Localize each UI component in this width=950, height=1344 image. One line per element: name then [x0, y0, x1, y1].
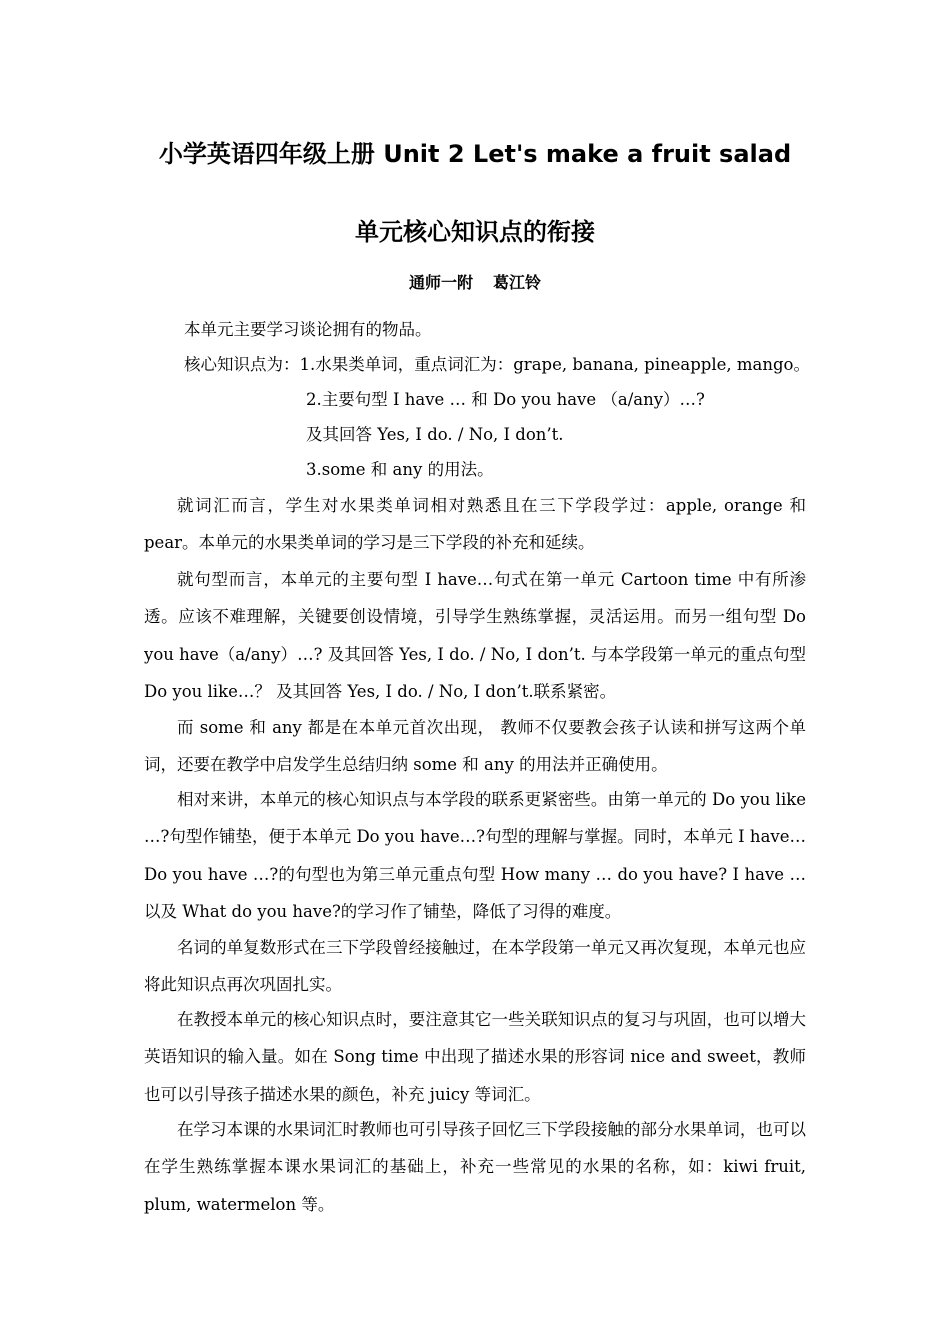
body-paragraph: 而 some 和 any 都是在本单元首次出现， 教师不仅要教会孩子认读和拼写这两个单词，还要在教学中启发学生总结归纳 some 和 any 的用法并正确使用。 [144, 718, 806, 775]
intro-line: 本单元主要学习谈论拥有的物品。 [184, 320, 432, 339]
core-point-line: 3.some 和 any 的用法。 [306, 460, 494, 479]
author-name: 葛江铃 [493, 273, 542, 292]
author-school: 通师一附 [408, 273, 473, 292]
body-paragraph: 名词的单复数形式在三下学段曾经接触过，在本学段第一单元又再次复现，本单元也应将此知识点再次巩固扎实。 [144, 938, 806, 995]
body-paragraph: 就句型而言，本单元的主要句型 I have…句式在第一单元 Cartoon time 中有所渗透。应该不难理解，关键要创设情境，引导学生熟练掌握，灵活运用。而另一组句型 Do you have（a/any）…? 及其回答 Yes, I do. / No, I don’t. 与本学段第一单元的重点句型 Do you like…？ 及其回答 Yes, I do. / No, I don’t.联系紧密。 [144, 570, 806, 701]
core-point-line: 及其回答 Yes, I do. / No, I don’t. [306, 425, 564, 444]
body-paragraph: 在学习本课的水果词汇时教师也可引导孩子回忆三下学段接触的部分水果单词，也可以在学生熟练掌握本课水果词汇的基础上，补充一些常见的水果的名称，如：kiwi fruit, plum, watermelon 等。 [144, 1120, 806, 1214]
body-paragraph: 就词汇而言，学生对水果类单词相对熟悉且在三下学段学过：apple, orange 和 pear。本单元的水果类单词的学习是三下学段的补充和延续。 [144, 496, 806, 553]
document-title: 小学英语四年级上册 Unit 2 Let's make a fruit salad [158, 140, 792, 168]
core-point-line: 核心知识点为：1.水果类单词，重点词汇为：grape, banana, pineapple, mango。 [184, 355, 810, 374]
core-point-line: 2.主要句型 I have … 和 Do you have （a/any）…? [306, 390, 705, 409]
author-line [0, 270, 950, 293]
body-paragraph: 在教授本单元的核心知识点时，要注意其它一些关联知识点的复习与巩固，也可以增大英语知识的输入量。如在 Song time 中出现了描述水果的形容词 nice and sweet，教师也可以引导孩子描述水果的颜色，补充 juicy 等词汇。 [144, 1010, 806, 1104]
body-paragraph: 相对来讲，本单元的核心知识点与本学段的联系更紧密些。由第一单元的 Do you like …?句型作铺垫，便于本单元 Do you have…?句型的理解与掌握。同时，本单元 I have… Do you have …?的句型也为第三单元重点句型 How many … do you have? I have … 以及 What do you have?的学习作了铺垫，降低了习得的难度。 [144, 790, 806, 921]
document-subtitle: 单元核心知识点的衔接 [355, 218, 595, 246]
